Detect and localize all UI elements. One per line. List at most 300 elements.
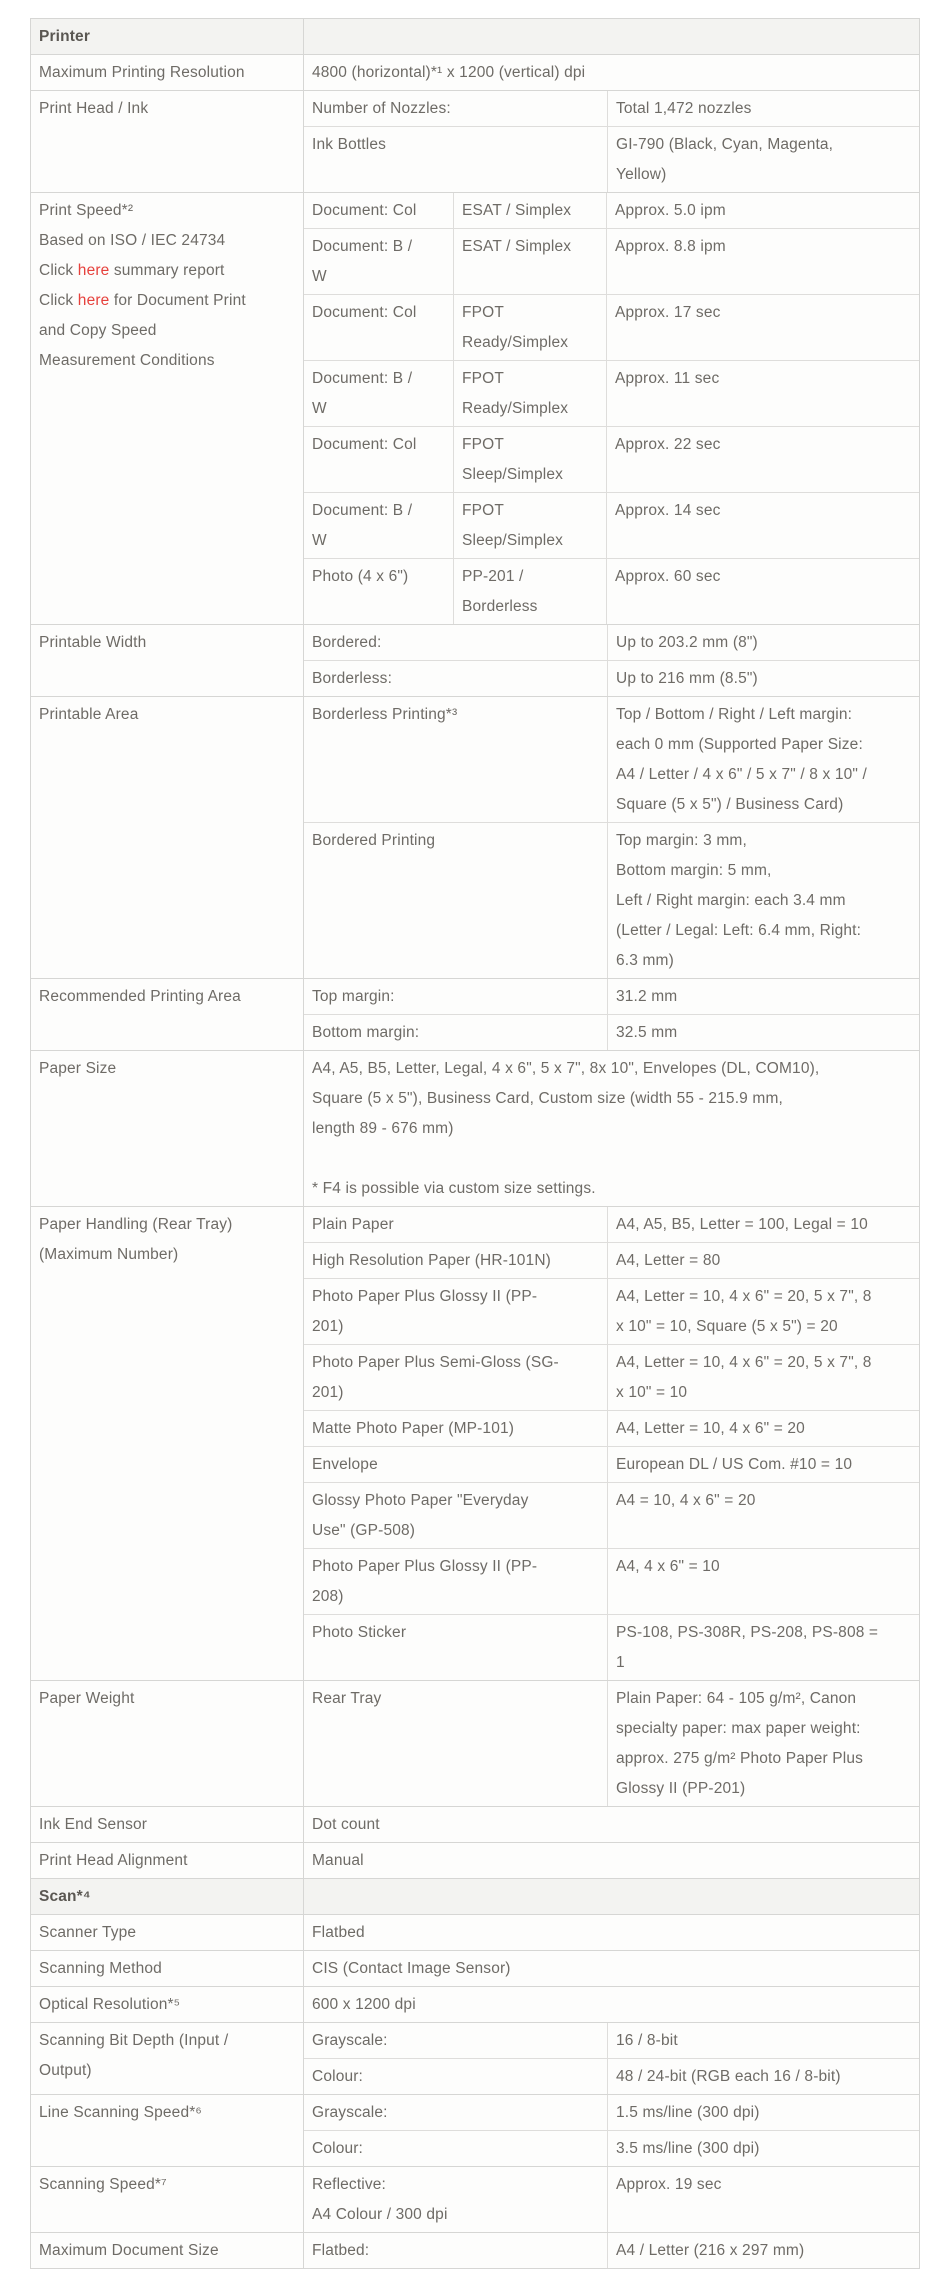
- spec-sub-cell: [304, 1207, 608, 1242]
- spec-sub-row: [304, 1681, 919, 1806]
- text-line: Approx. 5.0 ipm: [615, 201, 726, 219]
- spec-sub-cell: [304, 127, 608, 192]
- text-line: Printer: [39, 27, 91, 45]
- spec-row: [31, 1207, 919, 1681]
- text-line: Left / Right margin: each 3.4 mm: [616, 891, 846, 909]
- spec-sub-cell: [608, 1279, 919, 1344]
- text-line: (Maximum Number): [39, 1245, 179, 1263]
- text-line: A4, A5, B5, Letter = 100, Legal = 10: [616, 1215, 868, 1233]
- text-line: 48 / 24-bit (RGB each 16 / 8-bit): [616, 2067, 841, 2085]
- text-line: [39, 256, 295, 286]
- spec-label-cell: [31, 1807, 304, 1842]
- text-line: ESAT / Simplex: [462, 237, 572, 255]
- spec-label-cell: [31, 91, 304, 192]
- spec-sub-row: [304, 625, 919, 661]
- spec-row: [31, 2233, 919, 2269]
- spec-sub-row: [304, 229, 919, 295]
- spec-sub-cell: [304, 979, 608, 1014]
- section-header-row: [31, 19, 919, 55]
- spec-sub-row: [304, 2233, 919, 2268]
- printer-spec-table: [30, 18, 920, 2269]
- text-line: Document: Col: [312, 201, 417, 219]
- spec-sub-cell: [304, 1483, 608, 1548]
- spec-value-cell: [304, 625, 919, 696]
- spec-sub-cell: [304, 1279, 608, 1344]
- text-line: Scan*⁴: [39, 1887, 91, 1905]
- text-segment: Click: [39, 291, 78, 309]
- spec-sub-cell: [454, 295, 607, 360]
- spec-sub-cell: [304, 2131, 608, 2166]
- spec-row: [31, 1987, 919, 2023]
- text-line: W: [312, 399, 327, 417]
- spec-value-cell: [304, 2095, 919, 2166]
- text-line: Use" (GP-508): [312, 1521, 416, 1539]
- text-segment: for Document Print: [109, 291, 246, 309]
- spec-value-cell: [304, 2233, 919, 2268]
- text-line: Approx. 22 sec: [615, 435, 721, 453]
- text-line: 1.5 ms/line (300 dpi): [616, 2103, 760, 2121]
- spec-row: [31, 1681, 919, 1807]
- text-line: Paper Handling (Rear Tray): [39, 1215, 233, 1233]
- spec-value-cell: [304, 1051, 919, 1206]
- text-line: Print Head Alignment: [39, 1851, 188, 1869]
- spec-sub-row: [304, 1345, 919, 1411]
- text-line: specialty paper: max paper weight:: [616, 1719, 861, 1737]
- spec-sub-row: [304, 2095, 919, 2131]
- text-line: (Letter / Legal: Left: 6.4 mm, Right:: [616, 921, 862, 939]
- spec-sub-cell: [454, 427, 607, 492]
- text-line: 201): [312, 1383, 344, 1401]
- spec-sub-cell: [608, 1615, 919, 1680]
- spec-sub-cell: [608, 1015, 919, 1050]
- spec-label-cell: [31, 1915, 304, 1950]
- spec-label-cell: [31, 1051, 304, 1206]
- spec-value-cell: [304, 55, 919, 90]
- spec-sub-cell: [304, 2167, 608, 2232]
- spec-sub-cell: [608, 1447, 919, 1482]
- text-line: GI-790 (Black, Cyan, Magenta,: [616, 135, 834, 153]
- text-segment: Click: [39, 261, 78, 279]
- spec-sub-row: [304, 1207, 919, 1243]
- here-link[interactable]: here: [77, 261, 110, 279]
- text-line: Scanning Method: [39, 1959, 162, 1977]
- text-line: x 10" = 10, Square (5 x 5") = 20: [616, 1317, 838, 1335]
- spec-sub-row: [304, 823, 919, 978]
- text-line: Ready/Simplex: [462, 399, 569, 417]
- spec-value-cell: [304, 1207, 919, 1680]
- text-line: FPOT: [462, 435, 504, 453]
- spec-sub-cell: [607, 559, 919, 624]
- spec-row: [31, 91, 919, 193]
- text-line: Up to 203.2 mm (8"): [616, 633, 758, 651]
- text-line: Photo Sticker: [312, 1623, 407, 1641]
- spec-sub-cell: [608, 1411, 919, 1446]
- text-line: Plain Paper: [312, 1215, 394, 1233]
- spec-value-cell: [304, 2167, 919, 2232]
- text-line: Scanner Type: [39, 1923, 137, 1941]
- text-line: Recommended Printing Area: [39, 987, 241, 1005]
- spec-sub-cell: [304, 1615, 608, 1680]
- text-line: Ink End Sensor: [39, 1815, 148, 1833]
- spec-sub-row: [304, 2023, 919, 2059]
- text-line: Reflective:: [312, 2175, 387, 2193]
- spec-row: [31, 1951, 919, 1987]
- text-line: Number of Nozzles:: [312, 99, 451, 117]
- spec-sub-cell: [608, 823, 919, 978]
- text-line: Document: Col: [312, 435, 417, 453]
- spec-sub-cell: [304, 1243, 608, 1278]
- spec-row: [31, 697, 919, 979]
- spec-row: [31, 2023, 919, 2095]
- spec-value-cell: [304, 19, 919, 54]
- text-line: Grayscale:: [312, 2031, 388, 2049]
- spec-sub-cell: [608, 979, 919, 1014]
- text-line: CIS (Contact Image Sensor): [312, 1959, 511, 1977]
- spec-value-cell: [304, 91, 919, 192]
- text-segment: summary report: [109, 261, 225, 279]
- spec-sub-cell: [304, 2095, 608, 2130]
- spec-label-cell: [31, 1879, 304, 1914]
- spec-sub-cell: [607, 493, 919, 558]
- spec-sub-cell: [304, 2023, 608, 2058]
- text-line: Borderless:: [312, 669, 393, 687]
- text-line: Printable Width: [39, 633, 147, 651]
- spec-sub-row: [304, 295, 919, 361]
- spec-sub-cell: [608, 2167, 919, 2232]
- spec-sub-row: [304, 91, 919, 127]
- spec-row: [31, 625, 919, 697]
- spec-sub-cell: [304, 2059, 608, 2094]
- spec-label-cell: [31, 55, 304, 90]
- spec-sub-cell: [608, 697, 919, 822]
- here-link[interactable]: here: [77, 291, 110, 309]
- spec-sub-row: [304, 1279, 919, 1345]
- spec-sub-cell: [304, 1015, 608, 1050]
- text-line: A4, 4 x 6" = 10: [616, 1557, 720, 1575]
- spec-value-cell: [304, 1843, 919, 1878]
- text-line: 4800 (horizontal)*¹ x 1200 (vertical) dpi: [312, 63, 586, 81]
- spec-label-cell: [31, 2167, 304, 2232]
- text-line: A4, Letter = 10, 4 x 6" = 20, 5 x 7", 8: [616, 1353, 872, 1371]
- spec-sub-cell: [304, 559, 454, 624]
- spec-sub-cell: [304, 625, 608, 660]
- section-header-row: [31, 1879, 919, 1915]
- text-line: Top margin:: [312, 987, 395, 1005]
- text-line: Document: B /: [312, 237, 413, 255]
- text-line: W: [312, 531, 327, 549]
- spec-label-cell: [31, 625, 304, 696]
- spec-row: [31, 1915, 919, 1951]
- text-line: A4 = 10, 4 x 6" = 20: [616, 1491, 756, 1509]
- text-line: Photo (4 x 6"): [312, 567, 409, 585]
- text-line: Output): [39, 2061, 92, 2079]
- spec-value-cell: [304, 1951, 919, 1986]
- spec-sub-cell: [608, 1345, 919, 1410]
- text-line: Rear Tray: [312, 1689, 382, 1707]
- spec-row: [31, 2167, 919, 2233]
- spec-sub-cell: [607, 361, 919, 426]
- text-line: FPOT: [462, 501, 504, 519]
- text-line: Bottom margin: 5 mm,: [616, 861, 772, 879]
- text-line: Borderless Printing*³: [312, 705, 458, 723]
- spec-sub-row: [304, 1549, 919, 1615]
- spec-sub-cell: [608, 91, 919, 126]
- spec-sub-cell: [454, 229, 607, 294]
- spec-sub-cell: [304, 1447, 608, 1482]
- spec-sub-cell: [608, 2023, 919, 2058]
- text-line: Square (5 x 5") / Business Card): [616, 795, 844, 813]
- text-line: Dot count: [312, 1815, 380, 1833]
- text-line: Flatbed: [312, 1923, 365, 1941]
- spec-sub-row: [304, 1411, 919, 1447]
- spec-row: [31, 1843, 919, 1879]
- text-line: Yellow): [616, 165, 667, 183]
- text-line: Borderless: [462, 597, 538, 615]
- spec-sub-cell: [304, 91, 608, 126]
- spec-sub-cell: [608, 2059, 919, 2094]
- text-line: Approx. 11 sec: [615, 369, 720, 387]
- text-line: W: [312, 267, 327, 285]
- spec-sub-cell: [304, 295, 454, 360]
- text-line: High Resolution Paper (HR-101N): [312, 1251, 551, 1269]
- spec-label-cell: [31, 19, 304, 54]
- text-line: Maximum Document Size: [39, 2241, 219, 2259]
- text-line: Total 1,472 nozzles: [616, 99, 752, 117]
- spec-sub-cell: [304, 1549, 608, 1614]
- spec-label-cell: [31, 1681, 304, 1806]
- text-line: [312, 1144, 911, 1174]
- text-line: Ready/Simplex: [462, 333, 569, 351]
- spec-sub-cell: [608, 1483, 919, 1548]
- spec-label-cell: [31, 2023, 304, 2094]
- text-line: Photo Paper Plus Semi-Gloss (SG-: [312, 1353, 559, 1371]
- spec-sub-cell: [608, 1243, 919, 1278]
- text-line: 600 x 1200 dpi: [312, 1995, 416, 2013]
- text-line: Measurement Conditions: [39, 351, 215, 369]
- text-line: 208): [312, 1587, 344, 1605]
- text-line: Bordered Printing: [312, 831, 436, 849]
- spec-sub-row: [304, 1615, 919, 1680]
- spec-label-cell: [31, 1843, 304, 1878]
- text-line: each 0 mm (Supported Paper Size:: [616, 735, 863, 753]
- text-line: Glossy Photo Paper "Everyday: [312, 1491, 529, 1509]
- spec-label-cell: [31, 1207, 304, 1680]
- text-line: Line Scanning Speed*⁶: [39, 2103, 202, 2121]
- text-line: Paper Weight: [39, 1689, 135, 1707]
- spec-sub-cell: [304, 661, 608, 696]
- text-line: Maximum Printing Resolution: [39, 63, 245, 81]
- text-line: Print Head / Ink: [39, 99, 149, 117]
- text-line: A4, A5, B5, Letter, Legal, 4 x 6", 5 x 7", 8x 10", Envelopes (DL, COM10),: [312, 1059, 820, 1077]
- spec-sub-row: [304, 661, 919, 696]
- spec-sub-cell: [454, 361, 607, 426]
- spec-row: [31, 193, 919, 625]
- spec-sub-cell: [304, 1681, 608, 1806]
- spec-row: [31, 979, 919, 1051]
- spec-sub-row: [304, 1447, 919, 1483]
- spec-sub-cell: [304, 193, 454, 228]
- text-line: 31.2 mm: [616, 987, 678, 1005]
- spec-sub-cell: [304, 1345, 608, 1410]
- spec-sub-row: [304, 559, 919, 624]
- text-line: Photo Paper Plus Glossy II (PP-: [312, 1557, 538, 1575]
- spec-sub-cell: [454, 193, 607, 228]
- spec-sub-row: [304, 361, 919, 427]
- spec-value-cell: [304, 1987, 919, 2022]
- text-line: Document: B /: [312, 369, 413, 387]
- spec-sub-cell: [304, 697, 608, 822]
- spec-sub-cell: [608, 1207, 919, 1242]
- spec-sub-cell: [304, 361, 454, 426]
- spec-sub-cell: [607, 229, 919, 294]
- spec-row: [31, 1807, 919, 1843]
- text-line: Flatbed:: [312, 2241, 370, 2259]
- spec-label-cell: [31, 2233, 304, 2268]
- spec-label-cell: [31, 1951, 304, 1986]
- text-line: A4 / Letter (216 x 297 mm): [616, 2241, 805, 2259]
- spec-sub-row: [304, 193, 919, 229]
- text-line: PS-108, PS-308R, PS-208, PS-808 =: [616, 1623, 879, 1641]
- spec-sub-row: [304, 493, 919, 559]
- text-line: Glossy II (PP-201): [616, 1779, 746, 1797]
- text-line: Top margin: 3 mm,: [616, 831, 747, 849]
- text-line: European DL / US Com. #10 = 10: [616, 1455, 853, 1473]
- spec-sub-row: [304, 1015, 919, 1050]
- text-line: A4, Letter = 10, 4 x 6" = 20: [616, 1419, 805, 1437]
- spec-sub-cell: [608, 661, 919, 696]
- text-line: Bordered:: [312, 633, 382, 651]
- text-line: Ink Bottles: [312, 135, 387, 153]
- spec-sub-row: [304, 2131, 919, 2166]
- text-line: Envelope: [312, 1455, 378, 1473]
- text-line: Bottom margin:: [312, 1023, 420, 1041]
- spec-sub-row: [304, 979, 919, 1015]
- spec-sub-cell: [608, 1681, 919, 1806]
- spec-value-cell: [304, 1807, 919, 1842]
- spec-sub-cell: [608, 625, 919, 660]
- text-line: 6.3 mm): [616, 951, 674, 969]
- text-line: ESAT / Simplex: [462, 201, 572, 219]
- spec-value-cell: [304, 1915, 919, 1950]
- text-line: Approx. 14 sec: [615, 501, 721, 519]
- text-line: [39, 286, 295, 316]
- spec-sub-cell: [608, 2131, 919, 2166]
- text-line: Approx. 17 sec: [615, 303, 721, 321]
- spec-sub-cell: [304, 2233, 608, 2268]
- text-line: Scanning Speed*⁷: [39, 2175, 167, 2193]
- text-line: Based on ISO / IEC 24734: [39, 231, 226, 249]
- spec-sub-cell: [607, 295, 919, 360]
- text-line: length 89 - 676 mm): [312, 1119, 454, 1137]
- spec-label-cell: [31, 2095, 304, 2166]
- text-line: Top / Bottom / Right / Left margin:: [616, 705, 853, 723]
- spec-value-cell: [304, 193, 919, 624]
- text-line: Sleep/Simplex: [462, 465, 564, 483]
- text-line: Print Speed*²: [39, 201, 134, 219]
- spec-sub-cell: [304, 427, 454, 492]
- text-line: Scanning Bit Depth (Input /: [39, 2031, 229, 2049]
- spec-sub-cell: [454, 493, 607, 558]
- spec-sub-cell: [304, 493, 454, 558]
- spec-sub-cell: [304, 1411, 608, 1446]
- text-line: Colour:: [312, 2139, 364, 2157]
- text-line: approx. 275 g/m² Photo Paper Plus: [616, 1749, 864, 1767]
- text-line: PP-201 /: [462, 567, 524, 585]
- spec-sub-row: [304, 1243, 919, 1279]
- text-line: 3.5 ms/line (300 dpi): [616, 2139, 760, 2157]
- spec-sub-cell: [608, 127, 919, 192]
- text-line: Grayscale:: [312, 2103, 388, 2121]
- spec-value-cell: [304, 697, 919, 978]
- spec-value-cell: [304, 979, 919, 1050]
- spec-sub-cell: [607, 193, 919, 228]
- text-line: Plain Paper: 64 - 105 g/m², Canon: [616, 1689, 857, 1707]
- spec-sub-row: [304, 697, 919, 823]
- spec-sub-row: [304, 427, 919, 493]
- text-line: Approx. 60 sec: [615, 567, 721, 585]
- spec-label-cell: [31, 193, 304, 624]
- spec-sub-cell: [607, 427, 919, 492]
- text-line: 201): [312, 1317, 344, 1335]
- text-line: Approx. 8.8 ipm: [615, 237, 726, 255]
- text-line: FPOT: [462, 369, 504, 387]
- spec-sub-row: [304, 2167, 919, 2232]
- text-line: Matte Photo Paper (MP-101): [312, 1419, 515, 1437]
- text-line: Square (5 x 5"), Business Card, Custom size (width 55 - 215.9 mm,: [312, 1089, 783, 1107]
- spec-sub-row: [304, 2059, 919, 2094]
- text-line: Manual: [312, 1851, 364, 1869]
- spec-label-cell: [31, 697, 304, 978]
- text-line: A4, Letter = 10, 4 x 6" = 20, 5 x 7", 8: [616, 1287, 872, 1305]
- text-line: FPOT: [462, 303, 504, 321]
- text-line: Colour:: [312, 2067, 364, 2085]
- spec-sub-cell: [608, 1549, 919, 1614]
- text-line: * F4 is possible via custom size settings.: [312, 1179, 596, 1197]
- text-line: Document: Col: [312, 303, 417, 321]
- text-line: Optical Resolution*⁵: [39, 1995, 181, 2013]
- spec-value-cell: [304, 1681, 919, 1806]
- text-line: 32.5 mm: [616, 1023, 678, 1041]
- text-line: Photo Paper Plus Glossy II (PP-: [312, 1287, 538, 1305]
- spec-sub-cell: [608, 2095, 919, 2130]
- spec-sub-row: [304, 1483, 919, 1549]
- text-line: Paper Size: [39, 1059, 117, 1077]
- spec-row: [31, 55, 919, 91]
- spec-sub-cell: [608, 2233, 919, 2268]
- text-line: Printable Area: [39, 705, 139, 723]
- spec-value-cell: [304, 2023, 919, 2094]
- text-line: A4 Colour / 300 dpi: [312, 2205, 448, 2223]
- spec-row: [31, 2095, 919, 2167]
- text-line: 1: [616, 1653, 625, 1671]
- text-line: 16 / 8-bit: [616, 2031, 678, 2049]
- spec-sub-cell: [304, 229, 454, 294]
- spec-row: [31, 1051, 919, 1207]
- spec-label-cell: [31, 1987, 304, 2022]
- spec-sub-row: [304, 127, 919, 192]
- text-line: Up to 216 mm (8.5"): [616, 669, 758, 687]
- spec-sub-cell: [304, 823, 608, 978]
- text-line: A4 / Letter / 4 x 6" / 5 x 7" / 8 x 10" /: [616, 765, 867, 783]
- spec-sub-cell: [454, 559, 607, 624]
- text-line: and Copy Speed: [39, 321, 157, 339]
- text-line: Sleep/Simplex: [462, 531, 564, 549]
- text-line: Approx. 19 sec: [616, 2175, 722, 2193]
- text-line: x 10" = 10: [616, 1383, 688, 1401]
- text-line: Document: B /: [312, 501, 413, 519]
- text-line: A4, Letter = 80: [616, 1251, 721, 1269]
- spec-value-cell: [304, 1879, 919, 1914]
